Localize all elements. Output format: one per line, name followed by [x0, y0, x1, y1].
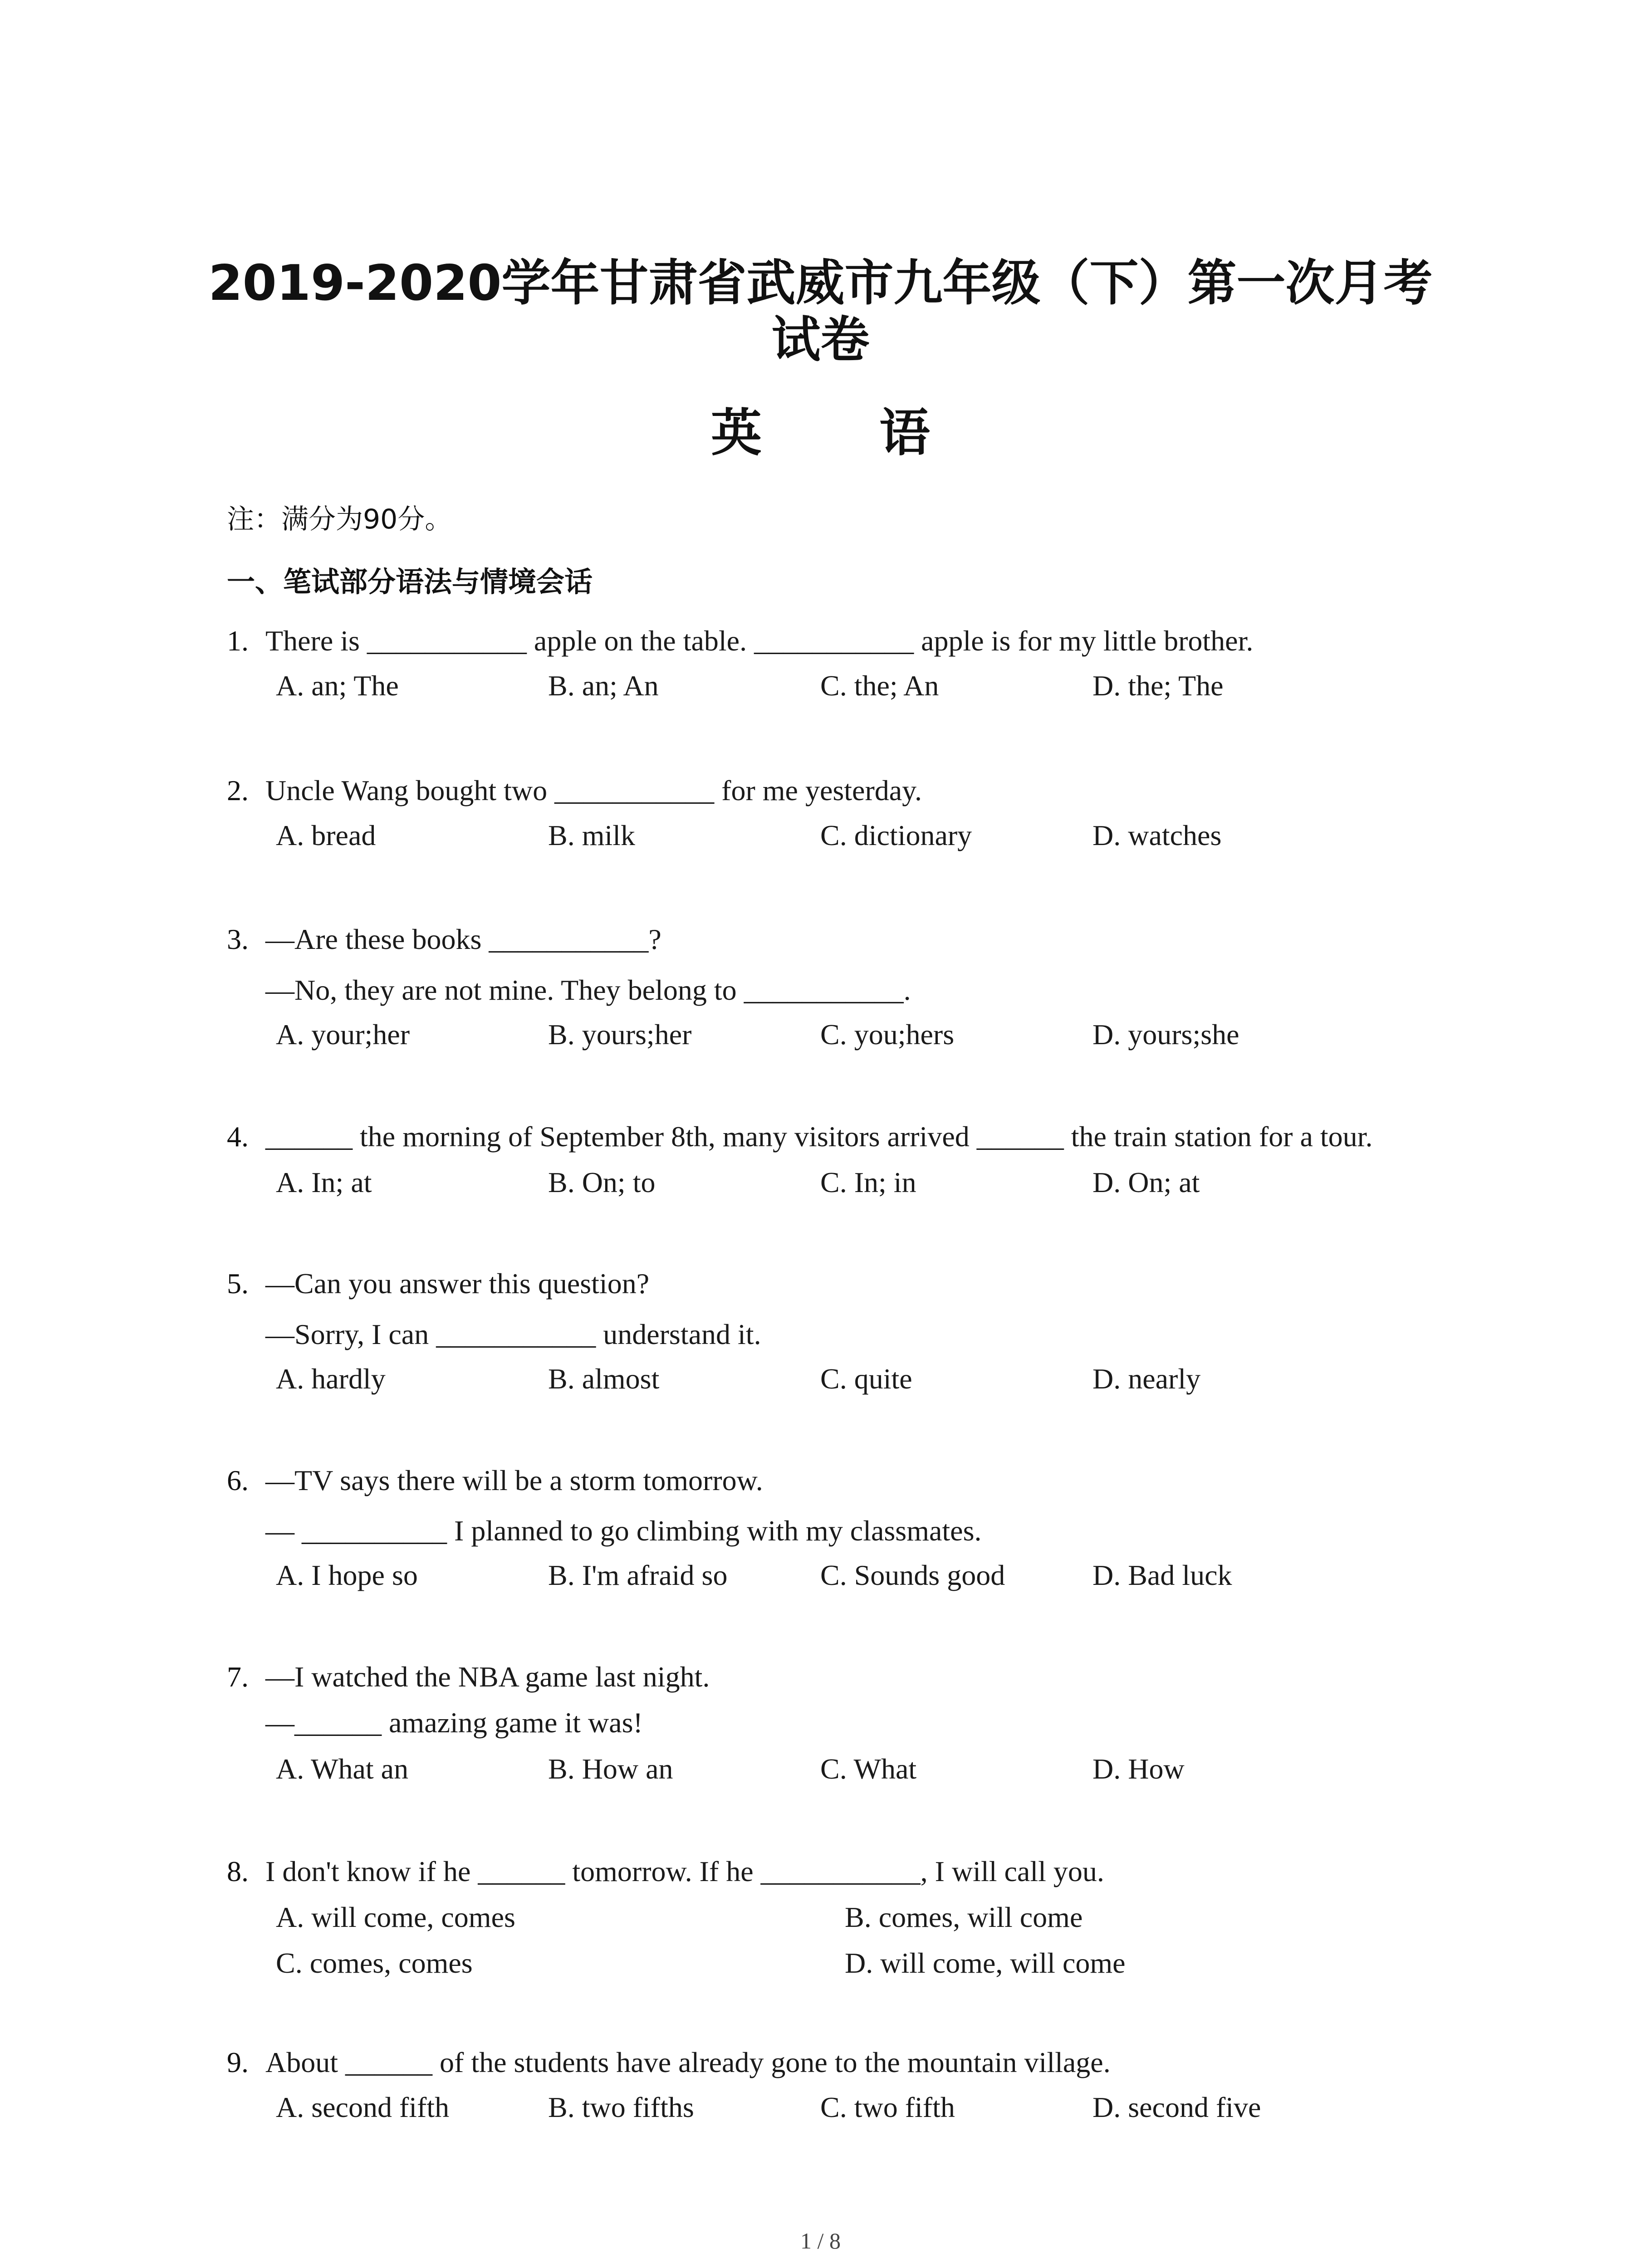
option-c: C. Sounds good: [820, 1559, 1005, 1591]
option-d: D. nearly: [1092, 1363, 1201, 1395]
option-a: A. In; at: [276, 1166, 372, 1198]
option-b: B. two fifths: [548, 2091, 694, 2123]
option-b: B. an; An: [548, 670, 659, 702]
option-b: B. almost: [548, 1363, 660, 1395]
question-stem: There is ___________ apple on the table. ___________ apple is for my little brother.: [265, 625, 1254, 657]
question-stem: Uncle Wang bought two ___________ for me yesterday.: [265, 774, 922, 807]
question-stem: —TV says there will be a storm tomorrow.: [265, 1464, 763, 1496]
option-d: D. On; at: [1092, 1166, 1200, 1198]
option-a: A. will come, comes: [276, 1901, 515, 1933]
option-d: D. How: [1092, 1753, 1185, 1785]
exam-title-line2: 试卷: [771, 312, 870, 368]
question-stem: —No, they are not mine. They belong to ___________.: [265, 974, 911, 1006]
option-a: A. hardly: [276, 1363, 386, 1395]
question-number: 7.: [227, 1661, 249, 1693]
page-number: 1 / 8: [800, 2228, 841, 2253]
option-a: A. What an: [276, 1753, 409, 1785]
option-a: A. I hope so: [276, 1559, 418, 1591]
option-b: B. How an: [548, 1753, 673, 1785]
option-a: A. second fifth: [276, 2091, 450, 2123]
exam-title-line1: 2019-2020学年甘肃省武威市九年级（下）第一次月考: [208, 255, 1433, 312]
question-number: 9.: [227, 2046, 249, 2078]
option-d: D. yours;she: [1092, 1018, 1239, 1051]
option-a: A. an; The: [276, 670, 399, 702]
question-stem: —I watched the NBA game last night.: [265, 1661, 710, 1693]
question-number: 1.: [227, 625, 249, 657]
option-b: B. On; to: [548, 1166, 656, 1198]
option-c: C. two fifth: [820, 2091, 955, 2123]
option-d: D. will come, will come: [845, 1947, 1126, 1979]
option-c: C. What: [820, 1753, 917, 1785]
question-stem: —______ amazing game it was!: [265, 1706, 643, 1739]
option-d: D. watches: [1092, 819, 1222, 851]
option-b: B. comes, will come: [845, 1901, 1083, 1933]
question-stem: About ______ of the students have already gone to the mountain village.: [265, 2046, 1111, 2078]
question-number: 8.: [227, 1855, 249, 1887]
question-stem: I don't know if he ______ tomorrow. If he ___________, I will call you.: [265, 1855, 1104, 1887]
option-c: C. comes, comes: [276, 1947, 473, 1979]
option-b: B. I'm afraid so: [548, 1559, 728, 1591]
question-number: 2.: [227, 774, 249, 807]
question-stem: ______ the morning of September 8th, many visitors arrived ______ the train station for a tour.: [265, 1120, 1373, 1153]
question-number: 3.: [227, 923, 249, 955]
option-c: C. quite: [820, 1363, 912, 1395]
question-number: 5.: [227, 1267, 249, 1300]
option-b: B. milk: [548, 819, 636, 851]
option-d: D. the; The: [1092, 670, 1224, 702]
section-heading: 一、笔试部分语法与情境会话: [227, 565, 593, 598]
subject-title: 英 语: [711, 404, 980, 463]
score-note: 注：满分为90分。: [227, 503, 452, 535]
option-d: D. second five: [1092, 2091, 1261, 2123]
option-a: A. bread: [276, 819, 376, 851]
option-c: C. the; An: [820, 670, 939, 702]
option-a: A. your;her: [276, 1018, 410, 1051]
option-c: C. In; in: [820, 1166, 916, 1198]
question-stem: —Can you answer this question?: [265, 1267, 650, 1300]
question-stem: —Are these books ___________?: [265, 923, 661, 955]
option-c: C. dictionary: [820, 819, 972, 851]
option-b: B. yours;her: [548, 1018, 692, 1051]
question-stem: — __________ I planned to go climbing with my classmates.: [265, 1515, 982, 1547]
question-number: 4.: [227, 1120, 249, 1153]
question-stem: —Sorry, I can ___________ understand it.: [265, 1318, 761, 1350]
option-c: C. you;hers: [820, 1018, 955, 1051]
question-number: 6.: [227, 1464, 249, 1496]
option-d: D. Bad luck: [1092, 1559, 1232, 1591]
